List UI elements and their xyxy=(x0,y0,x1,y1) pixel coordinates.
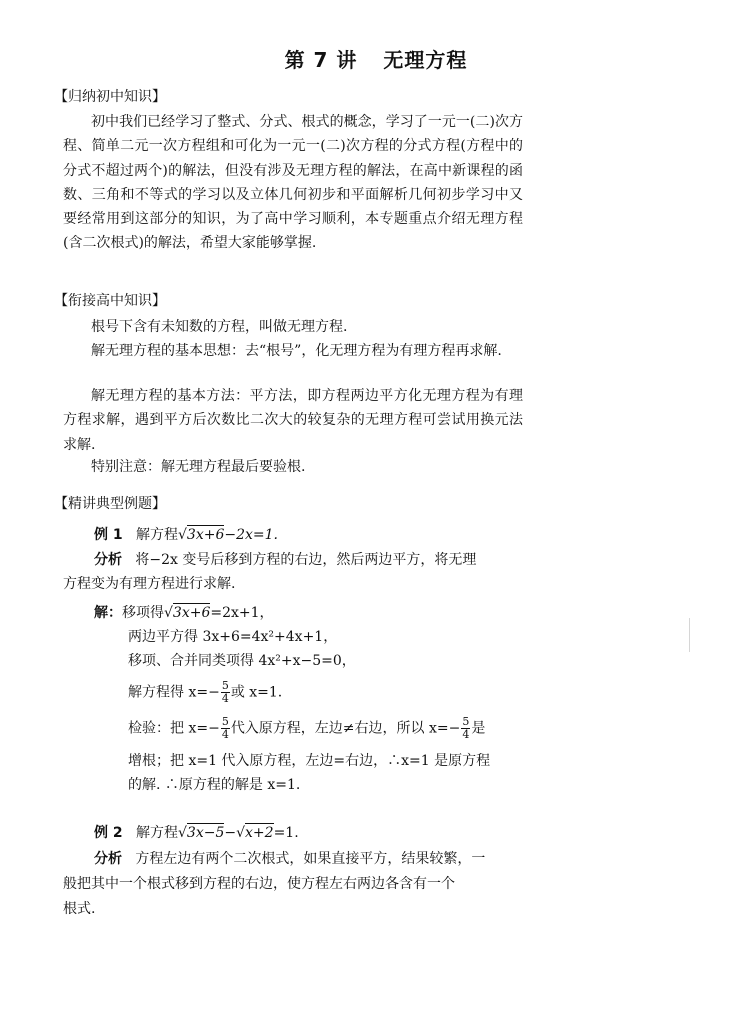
lecture-topic: 无理方程 xyxy=(383,48,468,72)
section-heading-examples: 【精讲典型例题】 xyxy=(54,496,166,512)
radicand: 3x−5 xyxy=(186,825,225,841)
definition-text: 根号下含有未知数的方程，叫做无理方程. xyxy=(91,319,348,335)
example2-question: 例 2 解方程√3x−5−√x+2=1. xyxy=(94,825,299,841)
radical-sign: √ xyxy=(177,825,187,841)
section-heading-senior: 【衔接高中知识】 xyxy=(54,293,166,309)
lecture-number: 第 7 讲 xyxy=(284,48,358,72)
example2-analysis-line3: 根式. xyxy=(63,901,96,917)
radical-sign: √ xyxy=(236,825,246,841)
solution-step-4: 解方程得 x=− $\frac{5}{4}$ 或 x=1. xyxy=(128,679,283,705)
analysis-label: 分析 xyxy=(94,552,122,568)
solution-step-2: 两边平方得 3x+6=4x²+4x+1， xyxy=(128,629,338,645)
radicand: 3x+6 xyxy=(186,527,225,543)
intro-paragraph: 初中我们已经学习了整式、分式、根式的概念，学习了一元一(二)次方程、简单二元一次方程组和可化为一元一(二)次方程的分式方程(方程中的分式不超过两个)的解法，但没有涉及无理方程的解法，在高中新课程的函数、三角和不等式的学习以及立体几何初步和平面解析几何初步学习中又要经常用到这部分的知识，为了高中学习顺利，本专题重点介绍无理方程(含二次根式)的解法，希望大家能够掌握. xyxy=(63,114,523,252)
example1-analysis-line2: 方程变为有理方程进行求解. xyxy=(63,576,236,592)
fraction-five-fourths: $\frac{5}{4}$ xyxy=(221,715,229,741)
basic-idea-text: 解无理方程的基本思想：去“根号”，化无理方程为有理方程再求解. xyxy=(91,343,502,359)
check-line-3: 的解. ∴原方程的解是 x=1. xyxy=(128,777,301,793)
example1-analysis: 分析 将−2x 变号后移到方程的右边，然后两边平方，将无理 xyxy=(94,552,477,568)
margin-mark xyxy=(689,618,690,652)
fraction-five-fourths: $\frac{5}{4}$ xyxy=(462,715,470,741)
solution-label: 解： xyxy=(94,605,122,621)
special-note-text: 特别注意：解无理方程最后要验根. xyxy=(91,459,306,475)
solution-step-1: 解：移项得√3x+6=2x+1， xyxy=(94,605,274,621)
example2-label: 例 2 xyxy=(94,825,123,841)
radicand: x+2 xyxy=(245,825,274,841)
radical-sign: √ xyxy=(177,527,187,543)
example1-label: 例 1 xyxy=(94,527,123,543)
example2-analysis: 分析 方程左边有两个二次根式，如果直接平方，结果较繁，一 xyxy=(94,851,486,867)
analysis-label: 分析 xyxy=(94,851,122,867)
radical-sign: √ xyxy=(164,605,173,621)
solution-step-3: 移项、合并同类项得 4x²+x−5=0， xyxy=(128,653,356,669)
fraction-five-fourths: $\frac{5}{4}$ xyxy=(221,679,229,705)
page-title xyxy=(0,44,752,73)
example2-analysis-line2: 般把其中一个根式移到方程的右边，使方程左右两边各含有一个 xyxy=(63,876,455,892)
basic-method-text: 解无理方程的基本方法：平方法，即方程两边平方化无理方程为有理方程求解，遇到平方后次数比二次大的较复杂的无理方程可尝试用换元法求解. xyxy=(63,388,523,453)
radicand: 3x+6 xyxy=(172,605,211,621)
check-line-2: 增根；把 x=1 代入原方程，左边=右边，∴x=1 是原方程 xyxy=(128,753,491,769)
check-line-1: 检验：把 x=− $\frac{5}{4}$ 代入原方程，左边≠右边，所以 x=− $\frac{5}{4}$ 是 xyxy=(128,715,486,741)
example1-question: 例 1 解方程√3x+6−2x=1. xyxy=(94,527,278,543)
section-heading-junior: 【归纳初中知识】 xyxy=(54,89,166,105)
